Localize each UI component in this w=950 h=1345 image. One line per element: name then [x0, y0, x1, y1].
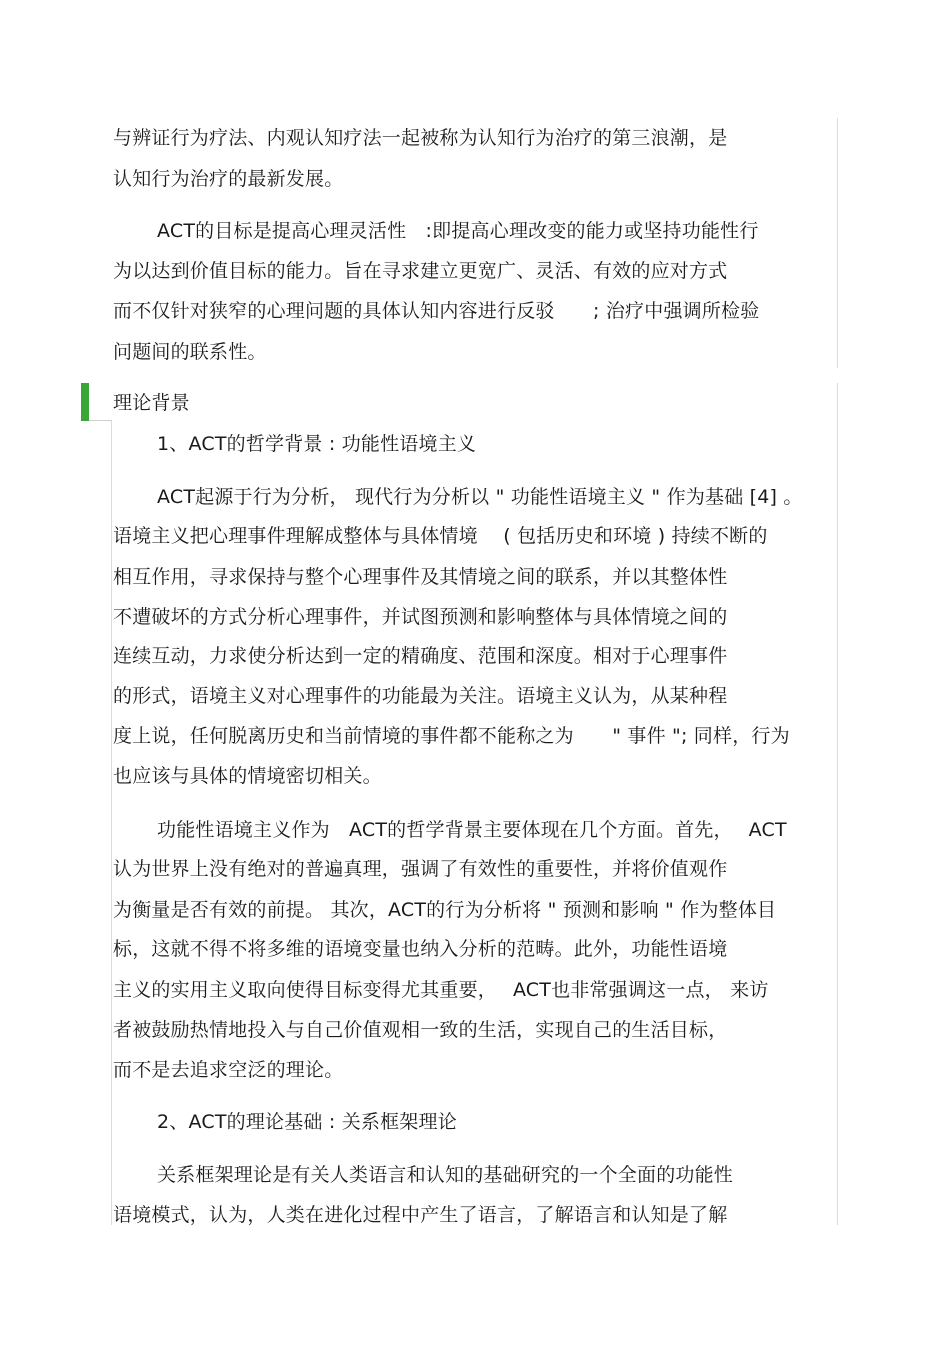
paragraph-line: 为以达到价值目标的能力。旨在寻求建立更宽广、灵活、有效的应对方式	[113, 260, 728, 282]
paragraph-line: 而不是去追求空泛的理论。	[113, 1059, 344, 1081]
paragraph-line: 不遭破坏的方式分析心理事件，并试图预测和影响整体与具体情境之间的	[113, 606, 728, 628]
paragraph-line: 的形式，语境主义对心理事件的功能最为关注。语境主义认为，从某种程	[113, 685, 728, 707]
paragraph-line: 语境主义把心理事件理解成整体与具体情境 ( 包括历史和环境 ) 持续不断的	[113, 525, 768, 547]
paragraph-line: 功能性语境主义作为 ACT的哲学背景主要体现在几个方面。首先， ACT	[157, 819, 787, 841]
right-margin-rule	[837, 383, 838, 1225]
paragraph-line: 认为世界上没有绝对的普遍真理，强调了有效性的重要性，并将价值观作	[113, 858, 728, 880]
paragraph-line: ACT起源于行为分析， 现代行为分析以 " 功能性语境主义 " 作为基础 [4] 。	[157, 486, 803, 508]
paragraph-line: 语境模式，认为，人类在进化过程中产生了语言，了解语言和认知是了解	[113, 1204, 728, 1226]
section-heading-rule	[89, 420, 112, 421]
paragraph-line: 为衡量是否有效的前提。 其次，ACT的行为分析将 " 预测和影响 " 作为整体目	[113, 899, 777, 921]
paragraph-line: 而不仅针对狭窄的心理问题的具体认知内容进行反驳 ; 治疗中强调所检验	[113, 300, 760, 322]
right-margin-rule	[837, 118, 838, 368]
paragraph-line: ACT的目标是提高心理灵活性 :即提高心理改变的能力或坚持功能性行	[157, 220, 759, 242]
section-heading: 理论背景	[113, 392, 190, 414]
section-marker-bar	[81, 383, 89, 421]
paragraph-line: 认知行为治疗的最新发展。	[113, 168, 344, 190]
paragraph-line: 度上说，任何脱离历史和当前情境的事件都不能称之为 " 事件 "; 同样，行为	[113, 725, 790, 747]
paragraph-line: 标，这就不得不将多维的语境变量也纳入分析的范畴。此外，功能性语境	[113, 938, 728, 960]
paragraph-line: 也应该与具体的情境密切相关。	[113, 765, 382, 787]
paragraph-line: 关系框架理论是有关人类语言和认知的基础研究的一个全面的功能性	[157, 1164, 734, 1186]
paragraph-line: 者被鼓励热情地投入与自己价值观相一致的生活，实现自己的生活目标，	[113, 1019, 728, 1041]
subheading: 1、ACT的哲学背景 : 功能性语境主义	[157, 433, 477, 455]
paragraph-line: 主义的实用主义取向使得目标变得尤其重要， ACT也非常强调这一点， 来访	[113, 979, 769, 1001]
paragraph-line: 与辨证行为疗法、内观认知疗法一起被称为认知行为治疗的第三浪潮，是	[113, 127, 728, 149]
paragraph-line: 问题间的联系性。	[113, 341, 267, 363]
paragraph-line: 连续互动，力求使分析达到一定的精确度、范围和深度。相对于心理事件	[113, 645, 728, 667]
subheading: 2、ACT的理论基础 : 关系框架理论	[157, 1111, 457, 1133]
left-margin-rule	[111, 421, 112, 1225]
paragraph-line: 相互作用，寻求保持与整个心理事件及其情境之间的联系，并以其整体性	[113, 566, 728, 588]
